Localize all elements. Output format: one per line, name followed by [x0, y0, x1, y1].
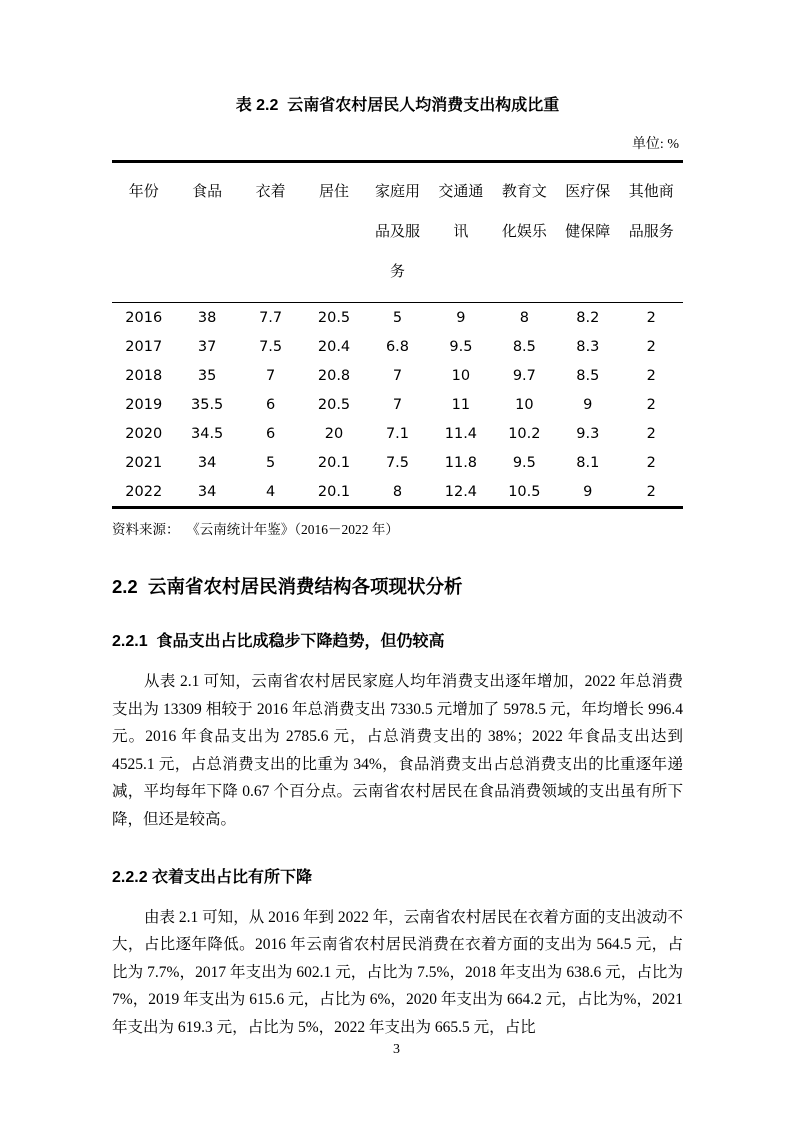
- table-cell: 20.1: [317, 454, 351, 471]
- table-cell: 7: [392, 367, 403, 384]
- unit-label: 单位: %: [631, 137, 679, 152]
- table-cell: 9.5: [449, 338, 473, 355]
- table-cell: 10.5: [508, 483, 541, 500]
- table-cell: 37: [197, 338, 217, 355]
- table-cell: 2018: [125, 367, 163, 384]
- table-cell: 11.4: [444, 425, 478, 442]
- table-body: [112, 303, 683, 508]
- table-cell: 8.1: [576, 454, 600, 471]
- table-cell: 2021: [125, 454, 163, 471]
- table-cell: 8.3: [576, 338, 600, 355]
- table-cell: 11: [451, 396, 471, 413]
- table-cell: 8.2: [576, 309, 600, 326]
- table-cell: 9: [583, 483, 593, 500]
- table-cell: 35: [197, 367, 217, 384]
- table-cell: 2022: [125, 483, 163, 500]
- table-cell: 7.1: [385, 425, 409, 442]
- table-header-cell: 食品: [175, 162, 238, 303]
- table-cell: 10: [515, 396, 534, 413]
- table-cell: 2: [646, 425, 656, 442]
- table-cell: 20.5: [317, 396, 351, 413]
- table-cell: 7.5: [259, 338, 283, 355]
- table-header-cell: 教育文化娱乐: [493, 162, 556, 303]
- table-cell: 2: [646, 396, 656, 413]
- table-cell: 2: [646, 454, 656, 471]
- table-cell: 2017: [125, 338, 163, 355]
- table-cell: 2: [646, 367, 656, 384]
- table-cell: 8.5: [512, 338, 536, 355]
- consumption-share-table: [112, 160, 683, 509]
- table-cell: 2: [646, 338, 656, 355]
- table-row: [112, 332, 683, 361]
- table-cell: 38: [197, 309, 217, 326]
- table-row: [112, 361, 683, 390]
- table-cell: 7: [392, 396, 403, 413]
- table-cell: 2: [646, 483, 656, 500]
- table-cell: 8.5: [576, 367, 600, 384]
- table-row: [112, 303, 683, 333]
- table-header-cell: 交通通讯: [429, 162, 492, 303]
- table-cell: 10: [451, 367, 471, 384]
- table-cell: 9: [583, 396, 593, 413]
- table-header: [112, 162, 683, 303]
- table-header-row: [112, 162, 683, 303]
- table-cell: 34: [197, 454, 217, 471]
- table-cell: 10.2: [508, 425, 541, 442]
- table-row: [112, 419, 683, 448]
- section-heading-2-2: 2.2 云南省农村居民消费结构各项现状分析: [112, 576, 463, 597]
- table-cell: 5: [392, 309, 403, 326]
- table-cell: 9.3: [576, 425, 600, 442]
- table-cell: 20.8: [317, 367, 351, 384]
- table-cell: 4: [265, 483, 276, 500]
- table-title: 表 2.2 云南省农村居民人均消费支出构成比重: [235, 97, 560, 114]
- table-cell: 11.8: [444, 454, 478, 471]
- table-cell: 2020: [125, 425, 163, 442]
- table-cell: 8: [392, 483, 403, 500]
- table-row: [112, 477, 683, 508]
- table-cell: 9.7: [512, 367, 536, 384]
- table-cell: 2019: [125, 396, 163, 413]
- table-row: [112, 448, 683, 477]
- table-cell: 34: [197, 483, 217, 500]
- table-header-cell: 居住: [302, 162, 365, 303]
- table-cell: 7: [265, 367, 276, 384]
- subsection-heading-2-2-2: 2.2.2 衣着支出占比有所下降: [112, 868, 313, 886]
- table-cell: 7.7: [259, 309, 283, 326]
- table-cell: 9: [456, 309, 466, 326]
- table-cell: 20.5: [317, 309, 351, 326]
- table-header-cell: 家庭用品及服务: [366, 162, 429, 303]
- table-cell: 6.8: [385, 338, 409, 355]
- page-number: 3: [393, 1042, 400, 1057]
- table-header-cell: 其他商品服务: [620, 162, 684, 303]
- table-source: 资料来源： 《云南统计年鉴》（2016－2022 年）: [112, 522, 399, 537]
- table-header-cell: 医疗保健保障: [556, 162, 619, 303]
- table-header-cell: 年份: [112, 162, 175, 303]
- table-cell: 6: [265, 396, 276, 413]
- table-cell: 34.5: [191, 425, 224, 442]
- table-cell: 2016: [125, 309, 163, 326]
- table-cell: 20.4: [317, 338, 351, 355]
- table-cell: 35.5: [191, 396, 224, 413]
- table-cell: 2: [646, 309, 656, 326]
- table-header-cell: 衣着: [239, 162, 302, 303]
- paragraph-food-expenditure: 从表 2.1 可知，云南省农村居民家庭人均年消费支出逐年增加，2022 年总消费支出为 13309 相较于 2016 年总消费支出 7330.5 元增加了 5978.5 元，年均增长 996.4 元。2016 年食品支出为 2785.6 元，占总消费支出的 38%；2022 年食品支出达到 4525.1 元，占总消费支出的比重为 34%，食品消费支出占总消费支出的比重逐年递减，平均每年下降 0.67 个百分点。云南省农村居民在食品消费领域的支出虽有所下降，但还是较高。: [112, 673, 683, 828]
- table-row: [112, 390, 683, 419]
- table-cell: 5: [265, 454, 276, 471]
- table-cell: 6: [265, 425, 276, 442]
- table-cell: 20: [324, 425, 344, 442]
- paragraph-clothing-expenditure: 由表 2.1 可知，从 2016 年到 2022 年，云南省农村居民在衣着方面的支出波动不大，占比逐年降低。2016 年云南省农村居民消费在衣着方面的支出为 564.5 元，占比为 7.7%，2017 年支出为 602.1 元，占比为 7.5%，2018 年支出为 638.6 元，占比为 7%，2019 年支出为 615.6 元，占比为 6%，2020 年支出为 664.2 元，占比为%，2021 年支出为 619.3 元，占比为 5%，2022 年支出为 665.5 元，占比: [112, 908, 683, 1036]
- table-cell: 12.4: [444, 483, 478, 500]
- table-cell: 9.5: [512, 454, 536, 471]
- table-cell: 20.1: [317, 483, 351, 500]
- subsection-heading-2-2-1: 2.2.1 食品支出占比成稳步下降趋势，但仍较高: [112, 633, 445, 650]
- table-cell: 7.5: [385, 454, 409, 471]
- table-cell: 8: [519, 309, 529, 326]
